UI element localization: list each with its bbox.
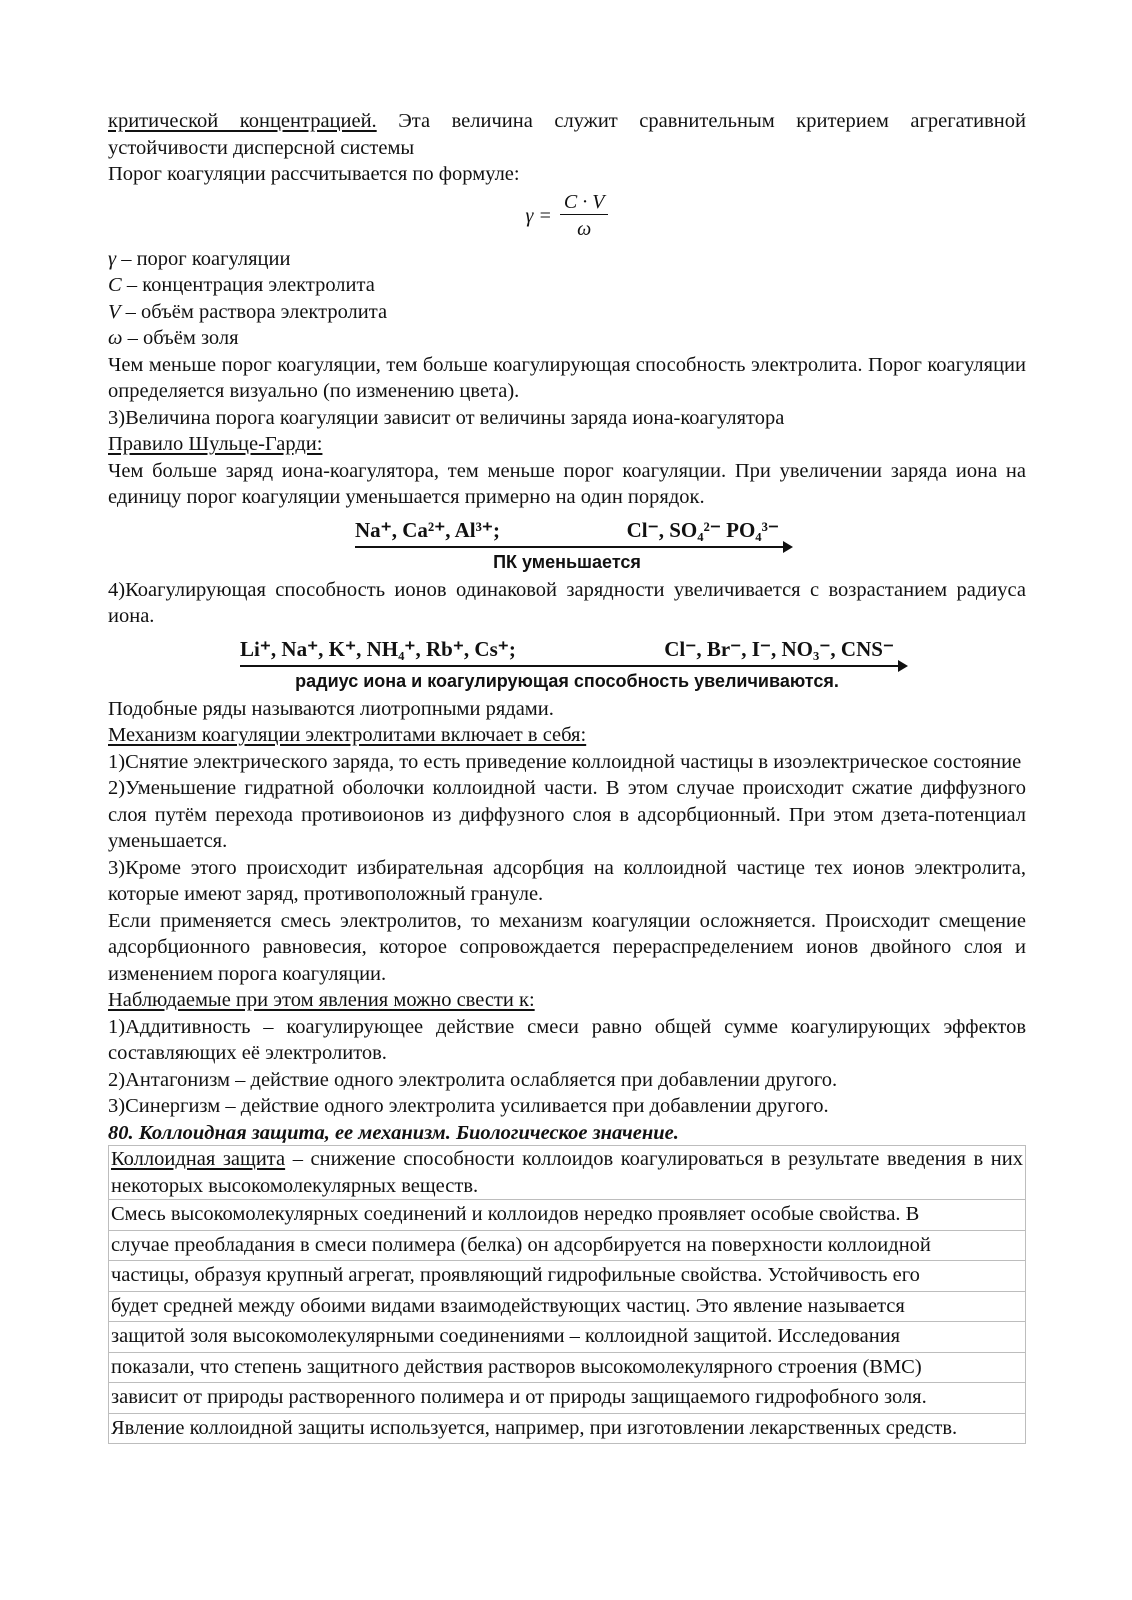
text-line: будет средней между обоими видами взаимодействующих частиц. Это явление называется: [108, 1291, 1026, 1323]
observed-title: Наблюдаемые при этом явления можно свести к:: [108, 989, 535, 1011]
mechanism-title: Механизм коагуляции электролитами включает в себя:: [108, 724, 587, 746]
observed-item-3: 3)Синергизм – действие одного электролита усиливается при добавлении другого.: [108, 1095, 829, 1117]
paragraph-formula-intro: Порог коагуляции рассчитывается по формуле:: [108, 163, 520, 185]
document-page: [108, 108, 1026, 1444]
series-arrow: [240, 665, 900, 667]
definition-v: V – объём раствора электролита: [108, 300, 388, 323]
ion-charge-series-figure: [341, 513, 793, 575]
text-line: Смесь высокомолекулярных соединений и коллоидов нередко проявляет особые свойства. В: [108, 1199, 1026, 1231]
cation-series: Li⁺, Na⁺, K⁺, NH₄⁺, Rb⁺, Cs⁺;: [240, 636, 516, 661]
mechanism-item-2: 2)Уменьшение гидратной оболочки коллоидной части. В этом случае происходит сжатие диффузного слоя путём перехода противоионов из диффузного слоя в адсорбционный. При этом дзета-потенциал уменьшается.: [108, 777, 1026, 852]
lyotropic-series-figure: [226, 632, 908, 694]
series-caption: радиус иона и коагулирующая способность увеличиваются.: [295, 670, 839, 691]
underlined-term: критической концентрацией.: [108, 110, 377, 132]
definition-c: C – концентрация электролита: [108, 274, 375, 296]
section-heading: 80. Коллоидная защита, ее механизм. Биологическое значение.: [108, 1121, 679, 1144]
anion-series: Cl⁻, Br⁻, I⁻, NO₃⁻, CNS⁻: [664, 636, 894, 661]
coagulation-threshold-formula: [108, 188, 1026, 246]
schulze-hardy-title: Правило Шульце-Гарди:: [108, 433, 323, 455]
formula-denominator: ω: [577, 218, 592, 240]
paragraph-charge-dependence: 3)Величина порога коагуляции зависит от величины заряда иона-коагулятора: [108, 406, 785, 429]
colloid-protection-block: [108, 1145, 1026, 1444]
definition-omega: ω – объём золя: [108, 327, 239, 349]
text-line: показали, что степень защитного действия растворов высокомолекулярного строения (ВМС): [108, 1352, 1026, 1384]
paragraph-threshold: Чем меньше порог коагуляции, тем больше коагулирующая способность электролита. Порог коагуляции определяется визуально (по изменению цвета).: [108, 353, 1026, 402]
series-caption: ПК уменьшается: [493, 551, 641, 572]
mechanism-item-1: 1)Снятие электрического заряда, то есть приведение коллоидной частицы в изоэлектрическое состояние: [108, 750, 1022, 773]
paragraph-ion-radius: 4)Коагулирующая способность ионов одинаковой зарядности увеличивается с возрастанием радиуса иона.: [108, 578, 1026, 627]
anion-series: Cl⁻, SO₄²⁻ PO₄³⁻: [626, 517, 779, 542]
text-line: случае преобладания в смеси полимера (белка) он адсорбируется на поверхности коллоидной: [108, 1230, 1026, 1262]
paragraph-lyotropic: Подобные ряды называются лиотропными рядами.: [108, 697, 554, 720]
observed-item-2: 2)Антагонизм – действие одного электролита ослабляется при добавлении другого.: [108, 1068, 838, 1091]
mechanism-item-3: 3)Кроме этого происходит избирательная адсорбция на коллоидной частице тех ионов электролита, которые имеют заряд, противоположный грануле.: [108, 856, 1026, 905]
colloid-protection-definition: Коллоидная защита – снижение способности коллоидов коагулироваться в результате введения в них некоторых высокомолекулярных веществ.: [108, 1145, 1026, 1200]
text-line: зависит от природы растворенного полимера и от природы защищаемого гидрофобного золя.: [108, 1382, 1026, 1414]
paragraph-mixture: Если применяется смесь электролитов, то механизм коагуляции осложняется. Происходит смещение адсорбционного равновесия, которое сопровождается перераспределением ионов двойного слоя и изменением порога коагуляции.: [108, 909, 1026, 985]
paragraph-schulze-hardy: Чем больше заряд иона-коагулятора, тем меньше порог коагуляции. При увеличении заряда иона на единицу порог коагуляции уменьшается примерно на один порядок.: [108, 459, 1026, 508]
text-line: частицы, образуя крупный агрегат, проявляющий гидрофильные свойства. Устойчивость его: [108, 1260, 1026, 1292]
formula-numerator: C · V: [560, 190, 609, 215]
cation-series: Na⁺, Ca²⁺, Al³⁺;: [355, 517, 501, 542]
definition-gamma: γ – порог коагуляции: [108, 247, 291, 270]
formula-lhs: γ =: [525, 205, 552, 228]
series-arrow: [355, 546, 785, 548]
paragraph-critical-concentration: критической концентрацией. Эта величина служит сравнительным критерием агрегативной устойчивости дисперсной системы: [108, 110, 1026, 159]
observed-item-1: 1)Аддитивность – коагулирующее действие смеси равно общей сумме коагулирующих эффектов составляющих её электролитов.: [108, 1015, 1026, 1064]
formula-fraction: [560, 190, 609, 243]
paragraph-application: Явление коллоидной защиты используется, например, при изготовлении лекарственных средств.: [108, 1413, 1026, 1445]
text-line: защитой золя высокомолекулярными соединениями – коллоидной защитой. Исследования: [108, 1321, 1026, 1353]
